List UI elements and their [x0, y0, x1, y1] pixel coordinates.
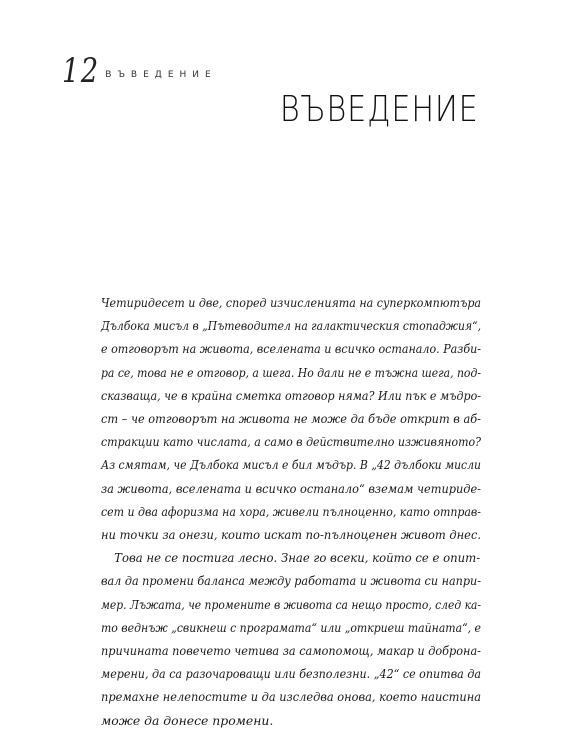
- text-line: е отговорът на живота, вселената и всичко останало. Разби-: [101, 341, 482, 357]
- chapter-title: ВЪВЕДЕНИЕ: [280, 89, 479, 130]
- body-text: [101, 291, 481, 732]
- running-head-title: ВЪВЕДЕНИЕ: [105, 70, 217, 80]
- text-line: вал да промени баланса между работата и живота си напри-: [101, 573, 481, 589]
- text-line: Дълбока мисъл в „Пътеводител на галактическия стопаджия“,: [101, 318, 482, 334]
- text-line: може да донесе промени.: [101, 712, 274, 728]
- text-line: за живота, вселената и всичко останало“ вземам четириде-: [101, 480, 481, 496]
- paragraph-1: [101, 291, 481, 546]
- running-head: [62, 48, 217, 91]
- text-line: ни точки за онези, които искат по-пълноценен живот днес.: [101, 527, 482, 543]
- text-line: Четиридесет и две, според изчисленията на суперкомпютъра: [101, 295, 482, 310]
- text-line: сказваща, че в крайна сметка отговор няма? Или пък е мъдро-: [101, 387, 482, 403]
- text-line: причината повечето четива за самопомощ, макар и доброна-: [101, 643, 481, 659]
- text-line: ра се, това не е отговор, а шега. Но дали не е тъжна шега, под-: [101, 364, 481, 380]
- text-line: мер. Лъжата, че промените в живота са нещо просто, след ка-: [101, 596, 482, 612]
- text-line: то веднъж „свикнеш с програмата“ или „откриеш тайната“, е: [101, 619, 481, 635]
- text-line: Това не се постига лесно. Знае го всеки, който се е опит-: [114, 550, 481, 566]
- text-line: Аз смятам, че Дълбока мисъл е бил мъдър. В „42 дълбоки мисли: [101, 457, 482, 473]
- page-number: 12: [62, 51, 100, 91]
- text-line: ст – че отговорът на живота не може да бъде открит в аб-: [101, 411, 482, 427]
- paragraph-2: [101, 546, 481, 732]
- text-line: премахне нелепостите и да изследва онова, което наистина: [101, 689, 481, 705]
- text-line: мерени, да са разочароващи или безполезни. „42“ се опитва да: [101, 666, 482, 682]
- text-line: сет и два афоризма на хора, живели пълноценно, като отправ-: [101, 503, 482, 519]
- text-line: стракции като числата, а само в действително изживяното?: [101, 434, 482, 450]
